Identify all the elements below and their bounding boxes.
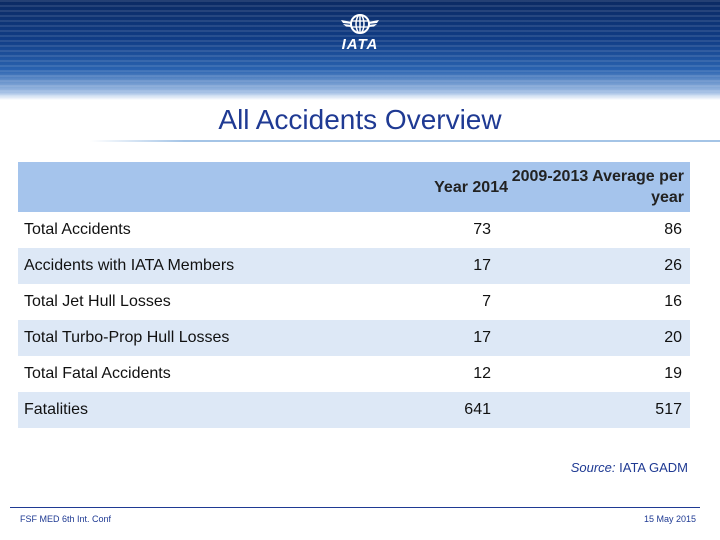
footer-date: 15 May 2015 [643, 514, 696, 524]
row-year-value: 641 [464, 401, 491, 418]
globe-wings-icon [339, 12, 381, 36]
row-average-value: 26 [664, 257, 682, 274]
table-row [18, 284, 690, 320]
row-year-value: 17 [473, 257, 491, 274]
footer-conference: FSF MED 6th Int. Conf [20, 514, 112, 524]
row-year-value: 7 [482, 293, 491, 310]
row-average-value: 16 [664, 293, 682, 310]
table-header-row [18, 162, 690, 212]
footer-divider [10, 507, 700, 508]
table-row [18, 212, 690, 248]
logo-text: IATA [341, 36, 379, 53]
iata-logo [328, 12, 392, 56]
row-label: Total Accidents [24, 221, 131, 238]
row-label: Total Turbo-Prop Hull Losses [24, 329, 230, 346]
source-text: IATA GADM [615, 460, 688, 475]
table-row [18, 356, 690, 392]
row-label: Accidents with IATA Members [24, 257, 235, 274]
row-year-value: 17 [473, 329, 491, 346]
source-note [571, 460, 688, 475]
table-row [18, 320, 690, 356]
row-average-value: 19 [664, 365, 682, 382]
accidents-table [18, 162, 690, 428]
row-average-value: 20 [664, 329, 682, 346]
row-average-value: 517 [655, 401, 682, 418]
header-banner [0, 0, 720, 100]
row-label: Fatalities [24, 401, 89, 418]
table-row [18, 248, 690, 284]
row-average-value: 86 [664, 221, 682, 238]
row-label: Total Fatal Accidents [24, 365, 171, 382]
column-header-average: 2009-2013 Average per year [511, 168, 684, 206]
column-header-year: Year 2014 [434, 179, 508, 196]
row-year-value: 73 [473, 221, 491, 238]
table-row [18, 392, 690, 428]
page-title: All Accidents Overview [218, 104, 502, 135]
title-divider [90, 140, 720, 142]
row-year-value: 12 [473, 365, 491, 382]
row-label: Total Jet Hull Losses [24, 293, 171, 310]
source-prefix: Source: [570, 460, 616, 475]
